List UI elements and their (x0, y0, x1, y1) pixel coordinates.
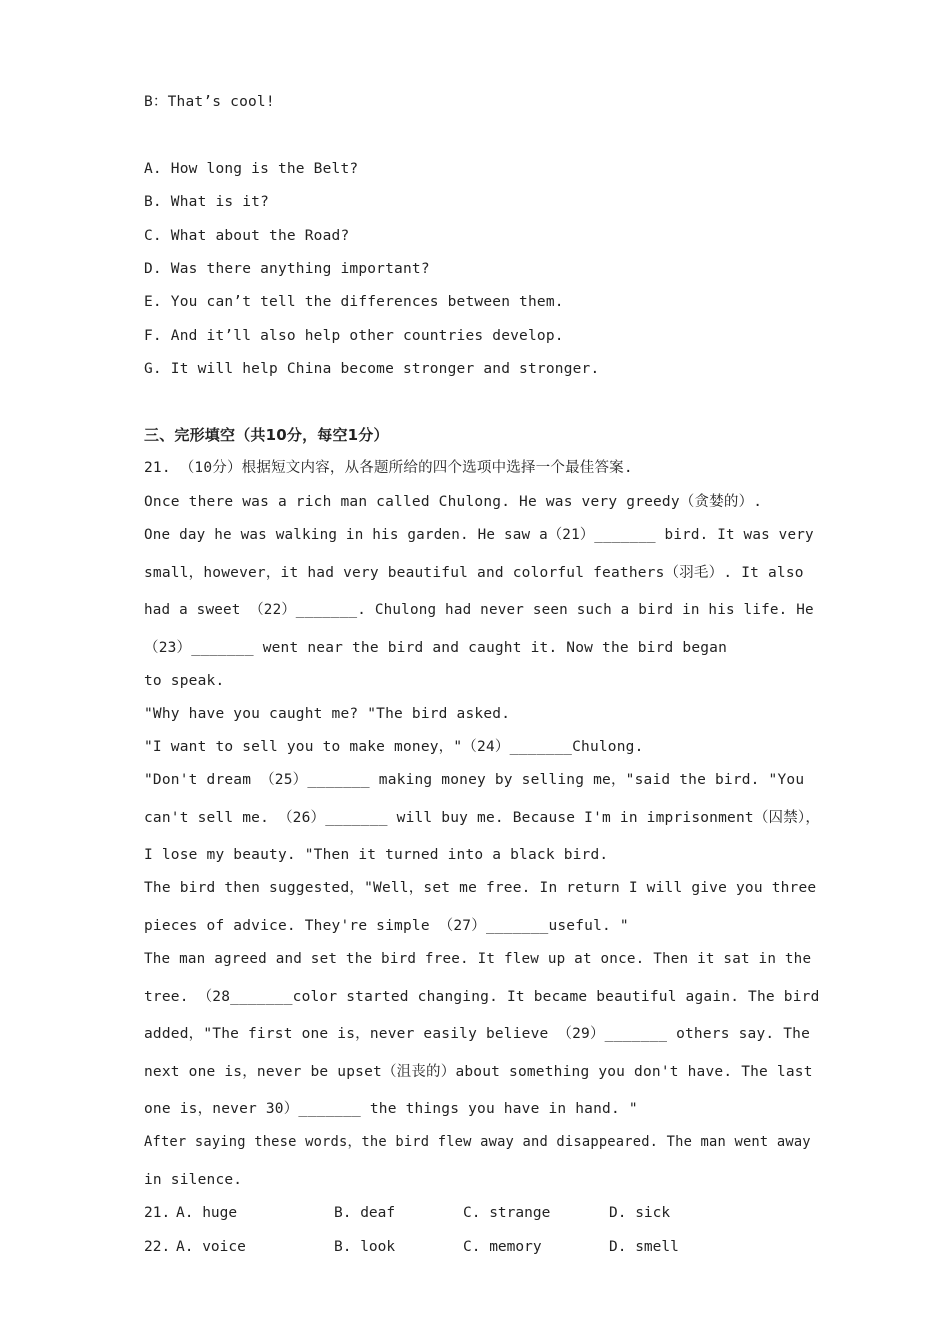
option-c: C. memory (463, 1239, 542, 1255)
choice-d: D. Was there anything important? (144, 261, 430, 277)
passage-line: can't sell me. （26）_______ will buy me. Because I'm in imprisonment（囚禁）， (144, 810, 821, 826)
choice-e: E. You can’t tell the differences between them. (144, 294, 564, 310)
passage-line: Once there was a rich man called Chulong. He was very greedy（贪婪的）. (144, 494, 763, 510)
choice-b: B. What is it? (144, 194, 270, 210)
passage-line: "I want to sell you to make money，"（24）_______Chulong. (144, 739, 644, 755)
option-a: A. huge (176, 1205, 238, 1221)
passage-line: tree. （28_______color started changing. It became beautiful again. The bird (144, 989, 820, 1005)
passage-line: to speak. (144, 673, 225, 689)
passage-line: I lose my beauty. "Then it turned into a black bird. (144, 847, 609, 863)
passage-line: "Don't dream （25）_______ making money by selling me，"said the bird. "You (144, 772, 805, 788)
choice-g: G. It will help China become stronger and stronger. (144, 361, 600, 377)
choice-a: A. How long is the Belt? (144, 161, 359, 177)
passage-line: The man agreed and set the bird free. It flew up at once. Then it sat in the (144, 951, 812, 967)
question-intro: 21. （10分）根据短文内容，从各题所给的四个选项中选择一个最佳答案. (144, 460, 633, 476)
choice-c: C. What about the Road? (144, 228, 350, 244)
option-b: B. deaf (334, 1205, 396, 1221)
passage-line: pieces of advice. They're simple （27）_______useful. " (144, 918, 629, 934)
passage-line: （23）_______ went near the bird and caught it. Now the bird began (144, 640, 728, 656)
passage-line: "Why have you caught me? "The bird asked. (144, 706, 511, 722)
option-b: B. look (334, 1239, 396, 1255)
passage-line: in silence. (144, 1172, 243, 1188)
option-d: D. sick (609, 1205, 671, 1221)
passage-line: small，however，it had very beautiful and colorful feathers（羽毛）. It also (144, 565, 804, 581)
option-c: C. strange (463, 1205, 551, 1221)
passage-line: After saying these words，the bird flew away and disappeared. The man went away (144, 1134, 811, 1150)
option-number: 22. (144, 1239, 171, 1255)
dialogue-line: B：That’s cool! (144, 94, 275, 110)
passage-line: added，"The first one is，never easily believe （29）_______ others say. The (144, 1026, 811, 1042)
option-a: A. voice (176, 1239, 246, 1255)
passage-line: One day he was walking in his garden. He saw a（21）_______ bird. It was very (144, 527, 814, 543)
passage-line: next one is，never be upset（沮丧的）about something you don't have. The last (144, 1064, 813, 1080)
option-d: D. smell (609, 1239, 679, 1255)
passage-line: one is，never 30）_______ the things you have in hand. " (144, 1101, 638, 1117)
option-number: 21. (144, 1205, 171, 1221)
choice-f: F. And it’ll also help other countries develop. (144, 328, 564, 344)
passage-line: had a sweet （22）_______. Chulong had never seen such a bird in his life. He (144, 602, 814, 618)
passage-line: The bird then suggested，"Well，set me free. In return I will give you three (144, 880, 817, 896)
section-title: 三、完形填空（共10分，每空1分） (144, 426, 389, 444)
